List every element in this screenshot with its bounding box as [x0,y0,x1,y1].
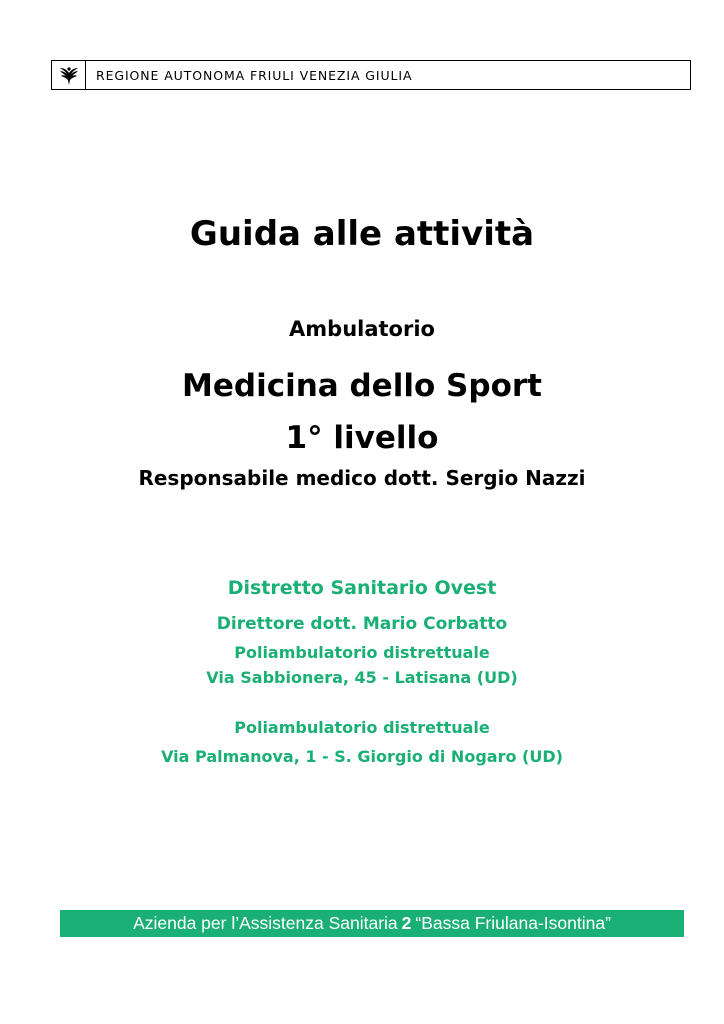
service-line-2: 1° livello [285,420,439,456]
site-1-type: Poliambulatorio distrettuale [234,643,490,662]
footer-prefix: Azienda per l’Assistenza Sanitaria [133,913,398,933]
document-subtitle: Ambulatorio [289,317,435,341]
region-logo [52,61,86,89]
district-name: Distretto Sanitario Ovest [227,577,497,599]
footer-number: 2 [401,913,412,933]
site-2-type: Poliambulatorio distrettuale [234,718,490,737]
responsible-doctor: Responsabile medico dott. Sergio Nazzi [138,466,586,490]
service-name [0,360,724,464]
eagle-emblem-icon [57,63,81,87]
region-header [51,60,691,90]
document-title: Guida alle attività [189,214,535,254]
site-2-address: Via Palmanova, 1 - S. Giorgio di Nogaro (UD) [161,747,563,766]
footer-banner [60,910,684,937]
footer-suffix: “Bassa Friulana-Isontina” [415,913,611,933]
district-director: Direttore dott. Mario Corbatto [216,614,508,634]
service-line-1: Medicina dello Sport [182,368,542,404]
region-name: REGIONE AUTONOMA FRIULI VENEZIA GIULIA [96,67,413,83]
site-1-address: Via Sabbionera, 45 - Latisana (UD) [206,668,518,687]
